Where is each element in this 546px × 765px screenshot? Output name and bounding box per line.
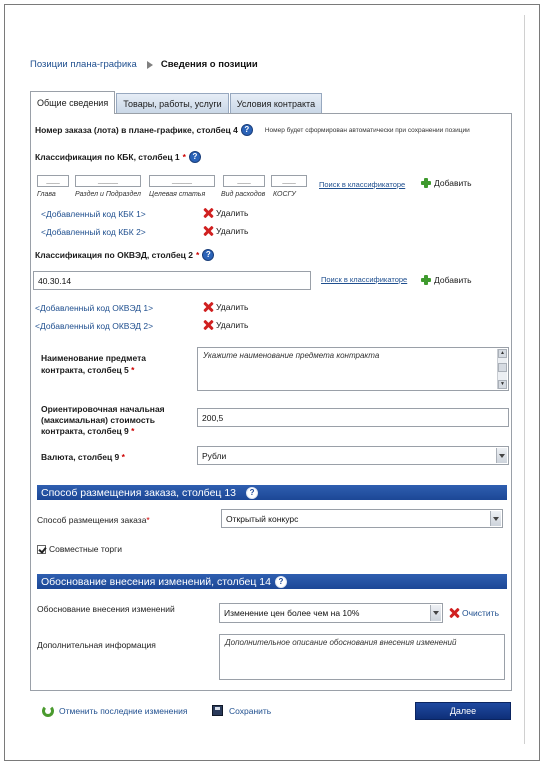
subject-textarea[interactable]: [197, 347, 509, 391]
next-button[interactable]: Далее: [415, 702, 511, 720]
okved-delete-label-2: Удалить: [216, 320, 249, 330]
help-icon[interactable]: ?: [189, 151, 201, 163]
kbk-label: Классификация по КБК, столбец 1: [35, 152, 180, 162]
scroll-thumb[interactable]: [498, 363, 507, 372]
kbk-delete-label-1: Удалить: [216, 208, 249, 218]
subject-scrollbar[interactable]: [497, 349, 507, 389]
okved-row: [35, 249, 214, 261]
kbk-caption-expense: Вид расходов: [221, 191, 266, 198]
chevron-down-icon[interactable]: [496, 448, 507, 463]
save-label: Сохранить: [229, 705, 272, 716]
okved-delete-button-2[interactable]: [203, 320, 248, 330]
delete-icon: [203, 320, 213, 330]
required-mark: *: [131, 426, 135, 436]
changes-section-header: [37, 574, 507, 589]
okved-added-code-2[interactable]: <Добавленный код ОКВЭД 2>: [35, 321, 154, 331]
change-reason-select[interactable]: [219, 603, 443, 623]
save-icon: [212, 705, 223, 716]
joint-bidding-checkbox-row[interactable]: [37, 544, 122, 554]
kbk-expense-type-input[interactable]: ____: [223, 175, 265, 187]
currency-label: [41, 452, 125, 462]
scroll-up-icon[interactable]: ▲: [498, 349, 507, 358]
order-number-note: Номер будет сформирован автоматически при сохранении позиции: [264, 126, 470, 134]
joint-bidding-checkbox[interactable]: [37, 545, 46, 554]
okved-input[interactable]: 40.30.14: [33, 271, 311, 290]
change-reason-label: Обоснование внесения изменений: [37, 604, 175, 614]
chevron-down-icon[interactable]: [430, 605, 441, 621]
order-number-label: Номер заказа (лота) в плане-графике, столбец 4: [35, 125, 238, 135]
plus-icon: [421, 275, 431, 285]
tab-bar: [30, 91, 323, 114]
placement-method-label-text: Способ размещения заказа: [37, 515, 147, 525]
placement-section-header: [37, 485, 507, 500]
kbk-delete-button-2[interactable]: [203, 226, 248, 236]
placement-section-title: Способ размещения заказа, столбец 13: [41, 486, 237, 499]
kbk-add-button[interactable]: [421, 178, 472, 188]
save-button[interactable]: [212, 705, 271, 716]
price-label: [41, 404, 165, 437]
currency-select[interactable]: [197, 446, 509, 465]
kbk-add-label: Добавить: [434, 178, 472, 188]
help-icon[interactable]: ?: [275, 576, 287, 588]
changes-section-title: Обоснование внесения изменений, столбец 14: [41, 575, 271, 588]
price-label-line3: контракта, столбец 9: [41, 426, 129, 436]
okved-search-link[interactable]: Поиск в классификаторе: [321, 275, 408, 284]
breadcrumb-parent-link[interactable]: Позиции плана-графика: [30, 59, 137, 70]
breadcrumb-arrow-icon: [147, 61, 153, 69]
kbk-caption-chapter: Глава: [37, 191, 56, 198]
okved-add-button[interactable]: [421, 275, 472, 285]
subject-label: [41, 352, 146, 376]
extra-info-label: Дополнительная информация: [37, 640, 156, 650]
required-mark: *: [196, 250, 200, 260]
joint-bidding-label: Совместные торги: [49, 544, 122, 554]
tab-general[interactable]: Общие сведения: [30, 91, 115, 114]
required-mark: *: [131, 365, 135, 375]
currency-label-text: Валюта, столбец 9: [41, 452, 120, 462]
clear-icon: [449, 608, 459, 618]
okved-add-label: Добавить: [434, 275, 472, 285]
delete-icon: [203, 302, 213, 312]
undo-icon: [42, 705, 54, 717]
kbk-kosgu-input[interactable]: ____: [271, 175, 307, 187]
kbk-row: [35, 151, 201, 163]
tab-goods[interactable]: Товары, работы, услуги: [116, 93, 229, 114]
required-mark: *: [121, 452, 125, 462]
delete-icon: [203, 208, 213, 218]
order-number-row: [35, 124, 470, 136]
required-mark: *: [182, 152, 186, 162]
subject-label-line1: Наименование предмета: [41, 353, 146, 363]
scroll-down-icon[interactable]: ▼: [498, 380, 507, 389]
subject-placeholder: Укажите наименование предмета контракта: [203, 351, 380, 360]
extra-info-placeholder: Дополнительное описание обоснования внесения изменений: [225, 638, 457, 647]
placement-method-select[interactable]: [221, 509, 503, 528]
clear-reason-button[interactable]: [449, 608, 499, 618]
okved-label: Классификация по ОКВЭД, столбец 2: [35, 250, 193, 260]
kbk-caption-kosgu: КОСГУ: [273, 191, 296, 198]
price-label-line2: (максимальная) стоимость: [41, 415, 155, 425]
kbk-added-code-1[interactable]: <Добавленный код КБК 1>: [41, 209, 146, 219]
required-mark: *: [146, 515, 150, 525]
kbk-search-link[interactable]: Поиск в классификаторе: [319, 180, 406, 189]
extra-info-textarea[interactable]: [219, 634, 505, 680]
kbk-chapter-input[interactable]: ____: [37, 175, 69, 187]
undo-button[interactable]: [42, 705, 187, 717]
price-label-line1: Ориентировочная начальная: [41, 404, 165, 414]
placement-method-label: [37, 515, 150, 525]
okved-delete-button-1[interactable]: [203, 302, 248, 312]
breadcrumb: [30, 59, 258, 70]
placement-method-value: Открытый конкурс: [226, 513, 299, 524]
okved-added-code-1[interactable]: <Добавленный код ОКВЭД 1>: [35, 303, 154, 313]
clear-reason-label: Очистить: [462, 608, 500, 618]
subject-label-line2: контракта, столбец 5: [41, 365, 129, 375]
kbk-caption-target: Целевая статья: [149, 191, 206, 198]
kbk-delete-button-1[interactable]: [203, 208, 248, 218]
kbk-added-code-2[interactable]: <Добавленный код КБК 2>: [41, 227, 146, 237]
tab-panel: [30, 113, 512, 691]
currency-value: Рубли: [202, 450, 227, 461]
kbk-caption-section: Раздел и Подраздел: [75, 191, 141, 198]
plus-icon: [421, 178, 431, 188]
undo-label: Отменить последние изменения: [59, 706, 188, 716]
price-input[interactable]: 200,5: [197, 408, 509, 427]
help-icon[interactable]: ?: [202, 249, 214, 261]
change-reason-value: Изменение цен более чем на 10%: [224, 608, 360, 618]
okved-delete-label-1: Удалить: [216, 302, 249, 312]
delete-icon: [203, 226, 213, 236]
tab-contract-terms[interactable]: Условия контракта: [230, 93, 322, 114]
chevron-down-icon[interactable]: [490, 511, 501, 526]
help-icon[interactable]: ?: [241, 124, 253, 136]
page-title: Сведения о позиции: [160, 59, 258, 70]
kbk-target-input[interactable]: ______: [149, 175, 215, 187]
kbk-delete-label-2: Удалить: [216, 226, 249, 236]
help-icon[interactable]: ?: [246, 487, 258, 499]
frame-divider: [524, 15, 525, 744]
kbk-section-input[interactable]: ______: [75, 175, 141, 187]
